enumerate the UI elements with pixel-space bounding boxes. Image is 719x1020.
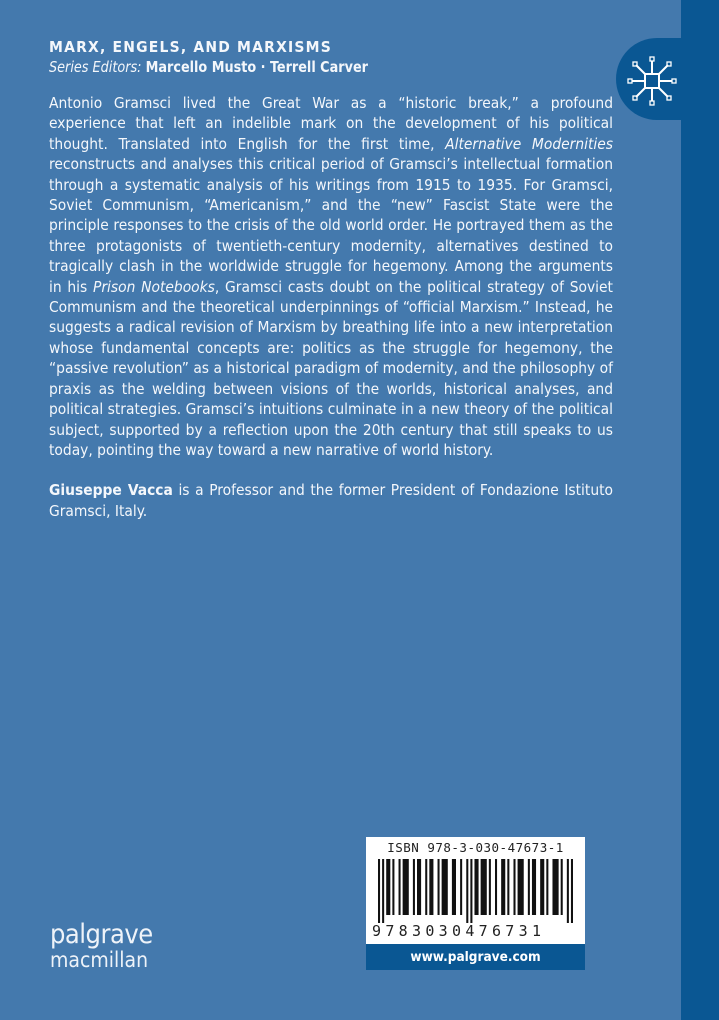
- publisher-logo: [50, 919, 153, 972]
- spine-stripe: [681, 0, 719, 1020]
- publisher-url[interactable]: www.palgrave.com: [366, 944, 585, 970]
- series-header: [49, 37, 396, 77]
- network-chip-icon: [627, 56, 677, 106]
- series-title: MARX, ENGELS, AND MARXISMS: [49, 38, 332, 56]
- author-name: Giuseppe Vacca: [49, 481, 173, 500]
- author-bio: Giuseppe Vacca is a Professor and the former President of Fondazione Istituto Gramsci, Italy.: [49, 481, 613, 520]
- book-title: Alternative Modernities: [445, 134, 613, 153]
- publisher-line2: macmillan: [50, 948, 149, 972]
- series-editors: [49, 57, 368, 77]
- isbn-digits: 9783030476731: [372, 922, 546, 940]
- publisher-line1: palgrave: [50, 919, 153, 950]
- series-editors-names: Marcello Musto · Terrell Carver: [145, 58, 368, 76]
- isbn-barcode: [366, 837, 585, 944]
- series-editors-label: Series Editors:: [49, 58, 142, 76]
- isbn-label: ISBN 978-3-030-47673-1: [387, 840, 564, 855]
- back-cover-blurb: [49, 93, 613, 521]
- barcode-icon: [378, 859, 573, 923]
- series-logo-tab: [616, 38, 686, 120]
- description-paragraph: Antonio Gramsci lived the Great War as a “historic break,” a profound experience that left an indelible mark on the development of his political thought. Translated into English for the first time, Alternative Modernities reconstructs and analyses this critical period of Gramsci’s intellectual formation through a systematic analysis of his writings from 1915 to 1935. For Gramsci, Soviet Communism, “Americanism,” and the “new” Fascist State were the principle responses to the crisis of the old world order. He portrayed them as the three protagonists of twentieth-century modernity, alternatives destined to tragically clash in the worldwide struggle for hegemony. Among the arguments in his Prison Notebooks, Gramsci casts doubt on the political strategy of Soviet Communism and the theoretical underpinnings of “official Marxism.” Instead, he suggests a radical revision of Marxism by breathing life into a new interpretation whose fundamental concepts are: politics as the struggle for hegemony, the “passive revolution” as a historical paradigm of modernity, and the philosophy of praxis as the welding between visions of the worlds, historical analyses, and political strategies. Gramsci’s intuitions culminate in a new theory of the political subject, supported by a reflection upon the 20th century that still speaks to us today, pointing the way toward a new narrative of world history.: [49, 94, 613, 459]
- work-title: Prison Notebooks: [93, 277, 215, 296]
